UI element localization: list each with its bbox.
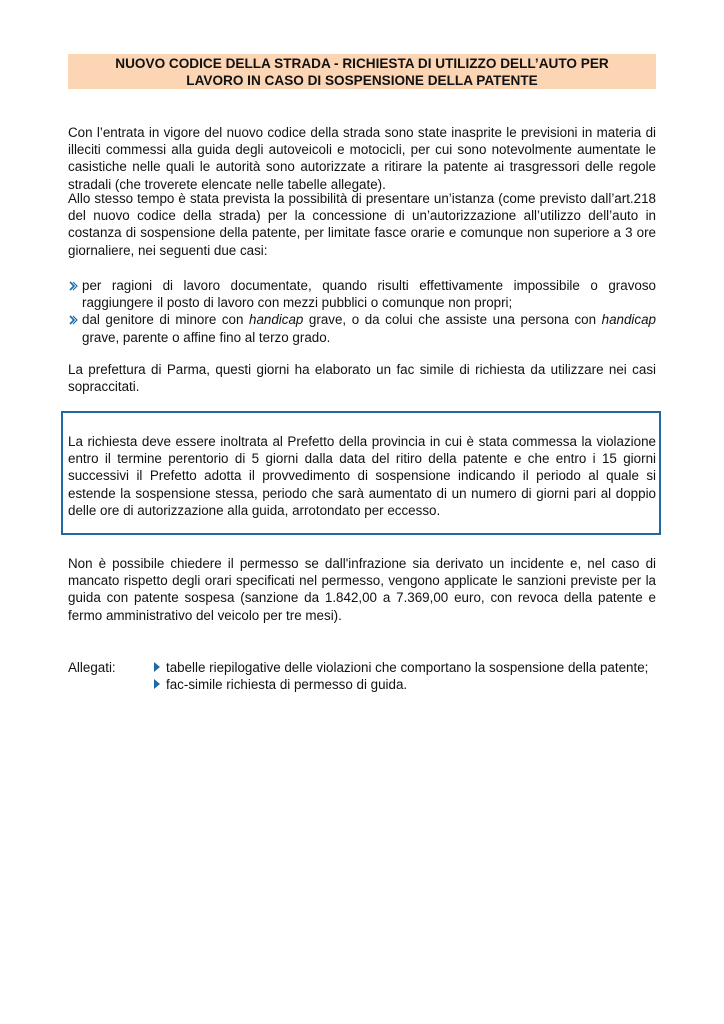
prefecture-paragraph: La prefettura di Parma, questi giorni ha elaborato un fac simile di richiesta da utilizzare nei casi sopraccitati. [68,362,656,395]
checkmark-arrow-icon [68,311,80,328]
list-item [68,277,656,311]
second-paragraph: Allo stesso tempo è stata prevista la possibilità di presentare un’istanza (come previsto dall’art.218 del nuovo codice della strada) per la concessione di un’autorizzazione all’utilizzo dell’auto in costanza di sospensione della patente, per limitate fasce orarie e comunque non superiore a 3 ore giornaliere, nei seguenti due casi: [68,191,656,258]
notice-text: La richiesta deve essere inoltrata al Prefetto della provincia in cui è stata commessa la violazione entro il termine perentorio di 5 giorni dalla data del ritiro della patente e che entro i 15 giorni successivi il Prefetto adotta il provvedimento di sospensione indicando il periodo al quale si estende la sospensione stessa, periodo che sarà aumentato di un numero di giorni pari al doppio delle ore di autorizzazione alla guida, arrotondato per eccesso. [68,434,656,518]
title-line-1: NUOVO CODICE DELLA STRADA - RICHIESTA DI UTILIZZO DELL’AUTO PER [115,56,609,71]
intro-paragraph: Con l’entrata in vigore del nuovo codice della strada sono state inasprite le previsioni in materia di illeciti commessi alla guida degli autoveicoli e motocicli, per cui sono notevolmente aumentate le casistiche nelle quali le autorità sono autorizzate a ritirare la patente ai trasgressori delle regole stradali (che troverete elencate nelle tabelle allegate). [68,125,656,192]
attachments-label: Allegati: [68,660,116,675]
list-item [153,659,663,676]
triangle-right-icon [154,679,160,689]
attachment-form-text: fac-simile richiesta di permesso di guida. [166,677,408,693]
case-handicap-part2: grave, o da colui che assiste una persona con [303,312,602,328]
list-item [68,311,656,345]
attachments-list [153,659,663,693]
case-handicap-text [82,312,656,344]
cases-list [68,277,656,346]
case-work-text: per ragioni di lavoro documentate, quando risulti effettivamente impossibile o gravoso raggiungere il posto di lavoro con mezzi pubblici o comunque non propri; [82,278,656,311]
title-line-2: LAVORO IN CASO DI SOSPENSIONE DELLA PATENTE [186,73,538,88]
restriction-paragraph: Non è possibile chiedere il permesso se dall'infrazione sia derivato un incidente e, nel caso di mancato rispetto degli orari specificati nel permesso, vengono applicate le sanzioni previste per la guida con patente sospesa (sanzione da 1.842,00 a 7.369,00 euro, con revoca della patente e fermo amministrativo del veicolo per tre mesi). [68,556,656,623]
checkmark-arrow-icon [68,277,80,294]
document-title [68,54,656,89]
attachment-tables-text: tabelle riepilogative delle violazioni che comportano la sospensione della patente; [166,660,649,675]
case-handicap-part1: dal genitore di minore con [82,312,249,328]
case-handicap-em2: handicap [601,312,656,328]
list-item [153,676,663,693]
triangle-right-icon [154,662,160,672]
case-handicap-part3: grave, parente o affine fino al terzo grado. [82,329,331,345]
case-handicap-em1: handicap [249,312,304,328]
